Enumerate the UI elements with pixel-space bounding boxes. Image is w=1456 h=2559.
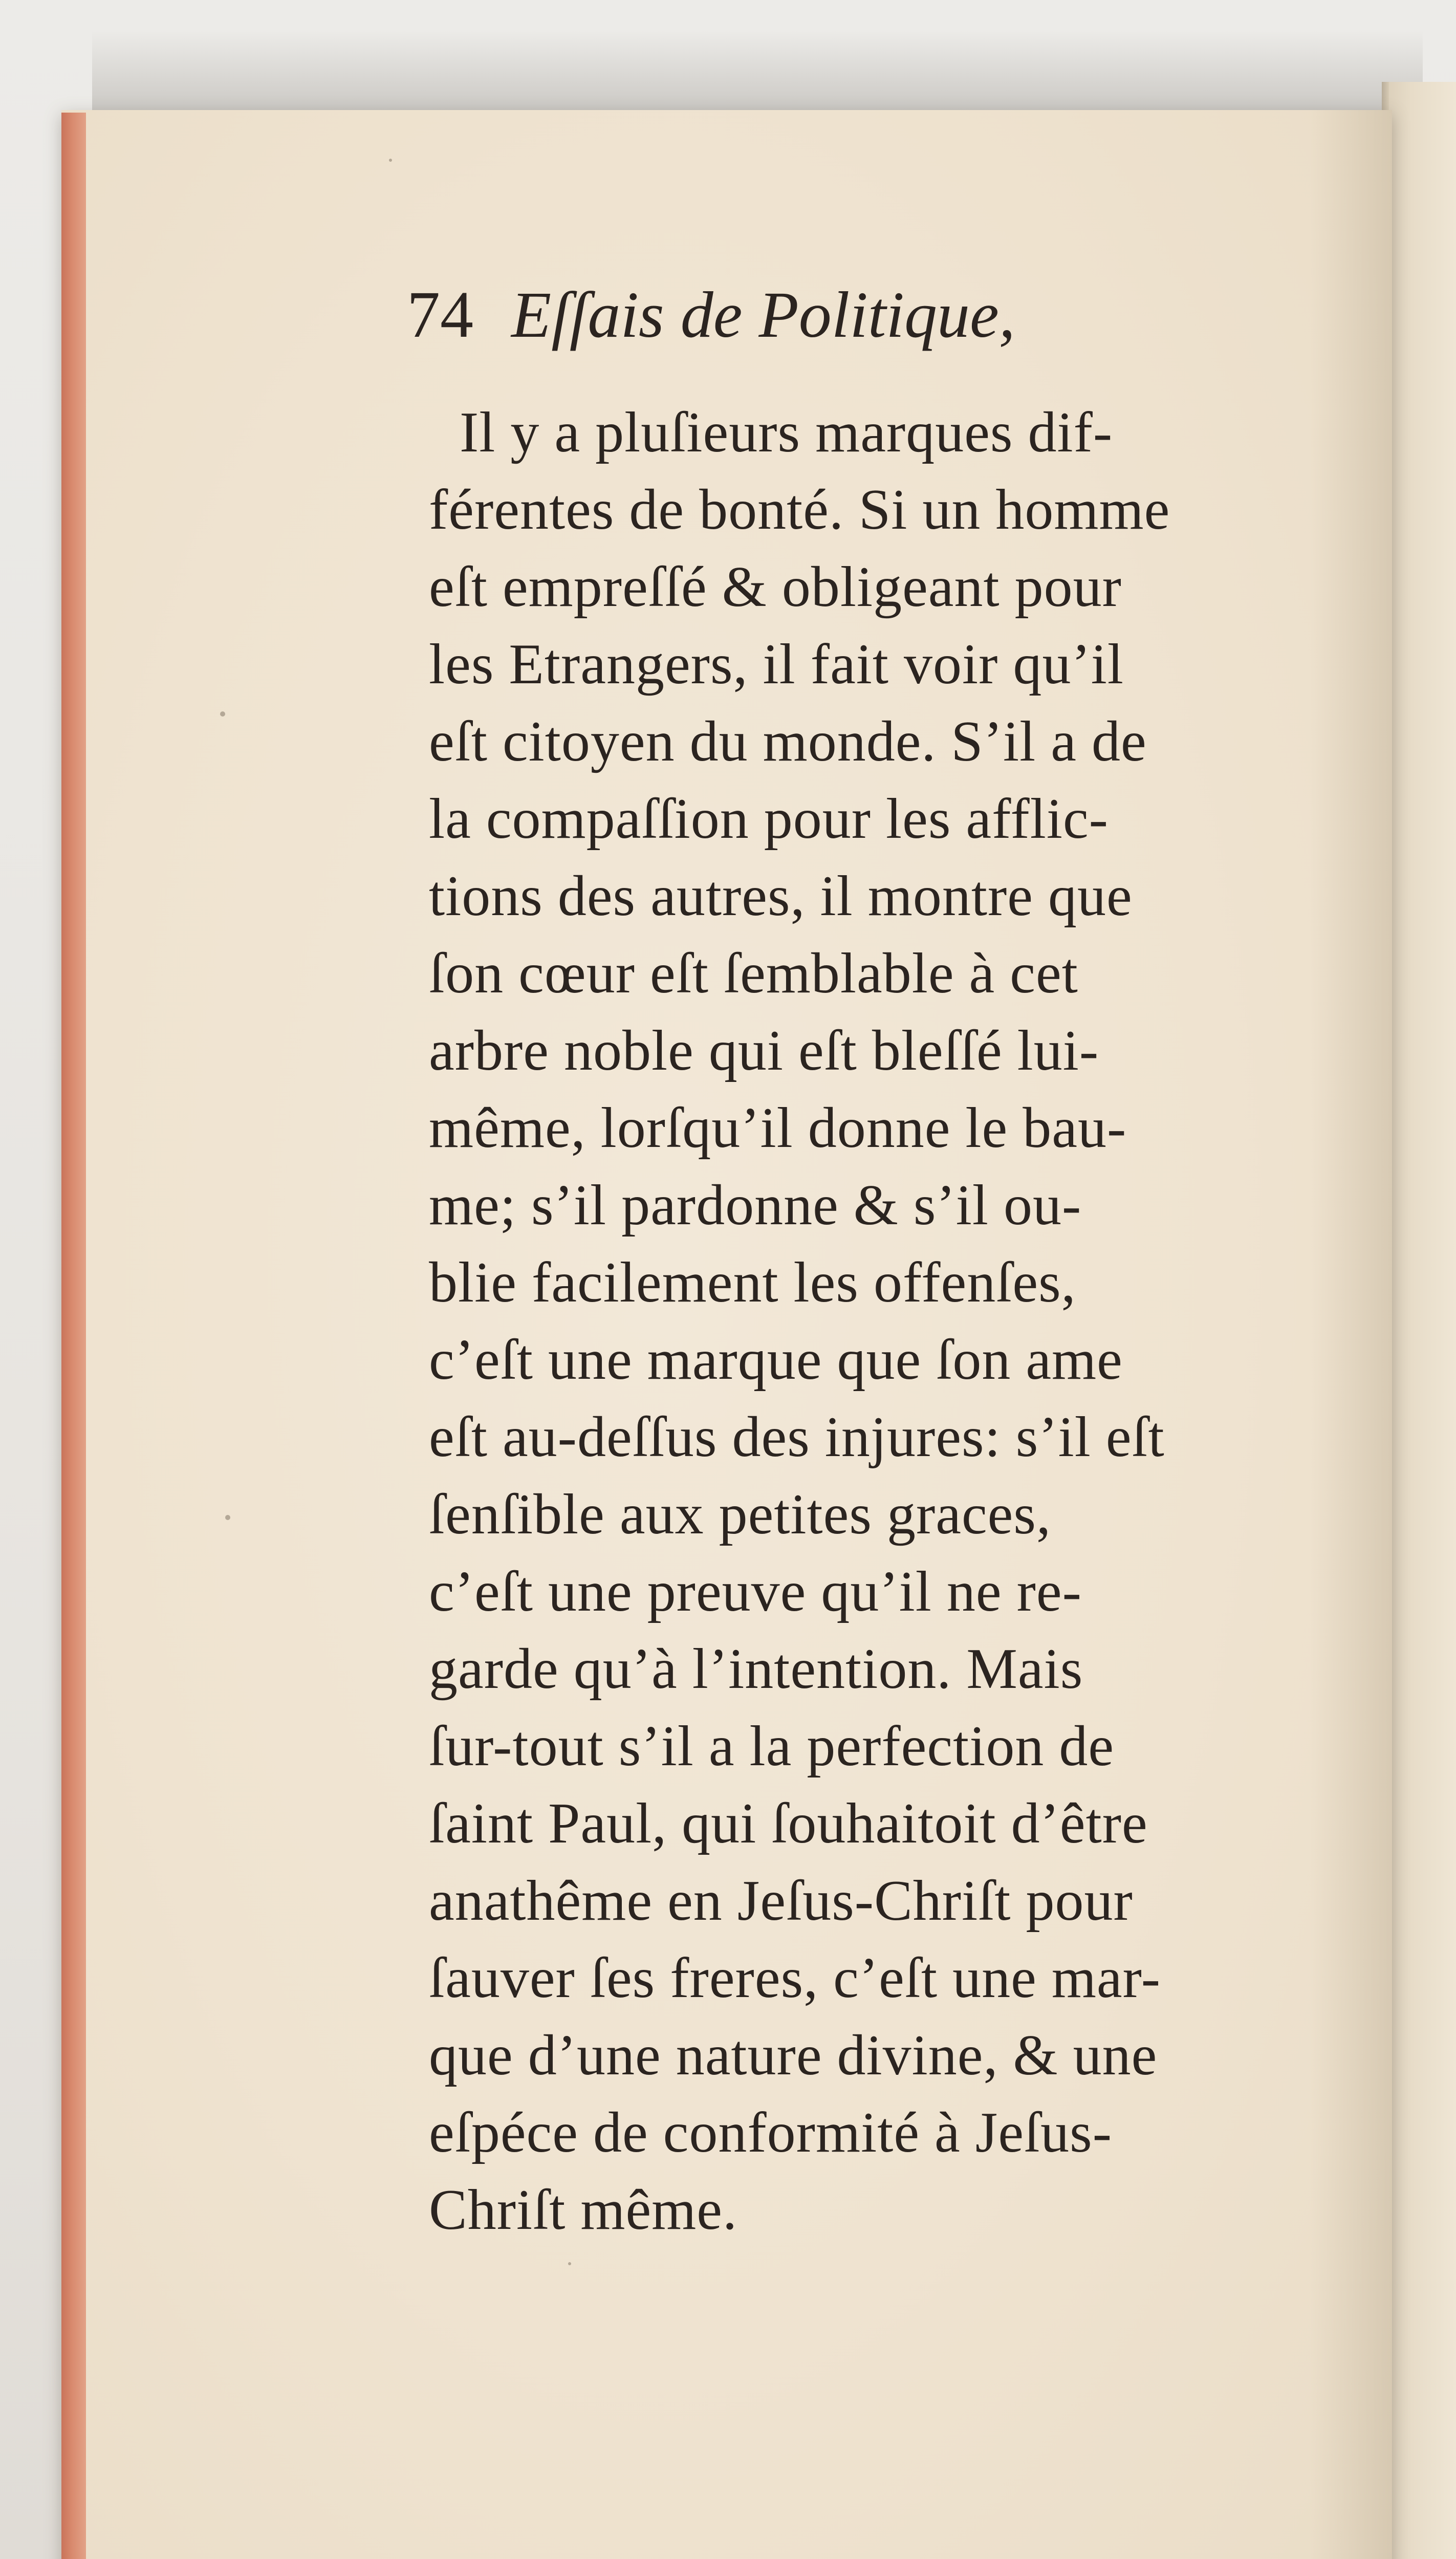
text-line: arbre noble qui eſt bleſſé lui- [429, 1019, 1099, 1082]
text-line: garde qu’à l’intention. Mais [429, 1637, 1083, 1701]
text-line: c’eſt une marque que ſon ame [429, 1328, 1123, 1392]
text-line: ſur-tout s’il a la perfection de [429, 1715, 1115, 1778]
text-line: la compaſſion pour les afflic- [429, 787, 1109, 851]
text-line: les Etrangers, il fait voir qu’il [429, 633, 1124, 696]
text-line: eſt empreſſé & obligeant pour [429, 555, 1122, 619]
page-header [407, 276, 1015, 353]
text-line: que d’une nature divine, & une [429, 2024, 1158, 2087]
text-line: même, lorſqu’il donne le bau- [429, 1096, 1127, 1160]
running-title: Eſſais de Politique, [511, 278, 1015, 351]
text-line: eſpéce de conformité à Jeſus- [429, 2101, 1113, 2164]
text-line: eſt au-deſſus des injures: s’il eſt [429, 1405, 1165, 1469]
text-line: me; s’il pardonne & s’il ou- [429, 1174, 1082, 1237]
text-line: ſauver ſes freres, c’eſt une mar- [429, 1946, 1161, 2010]
red-page-edge [61, 113, 86, 2559]
text-line: eſt citoyen du monde. S’il a de [429, 710, 1147, 773]
text-line: blie facilement les offenſes, [429, 1251, 1076, 1314]
text-line: ſenſible aux petites graces, [429, 1483, 1051, 1546]
paper-speck [389, 159, 392, 162]
paper-speck [225, 1515, 230, 1520]
text-line: Il y a pluſieurs marques dif- [460, 401, 1113, 464]
paper-speck [220, 711, 225, 717]
paper-speck [568, 2262, 571, 2265]
text-line: ſaint Paul, qui ſouhaitoit d’être [429, 1792, 1148, 1855]
text-line: c’eſt une preuve qu’il ne re- [429, 1560, 1082, 1623]
body-text [429, 394, 1401, 2249]
binding-shadow [92, 31, 1423, 113]
text-line: ſon cœur eſt ſemblable à cet [429, 942, 1078, 1005]
text-line: Chriſt même. [429, 2178, 738, 2242]
text-line: tions des autres, il montre que [429, 864, 1133, 928]
page-number: 74 [407, 278, 473, 352]
text-line: anathême en Jeſus-Chriſt pour [429, 1869, 1133, 1933]
text-line: férentes de bonté. Si un homme [429, 478, 1170, 541]
